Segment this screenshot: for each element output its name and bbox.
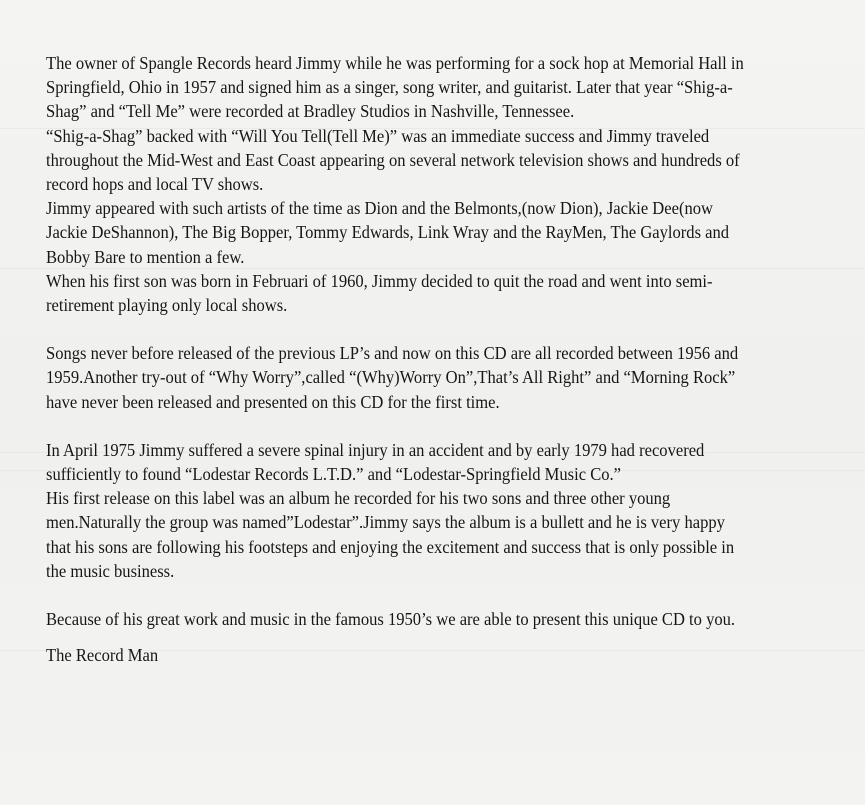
paragraph-artists (46, 196, 847, 269)
paragraph-gap (46, 583, 847, 607)
text-line: record hops and local TV shows. (46, 174, 264, 195)
text-line: that his sons are following his footsteps and enjoying the excitement and success that is only possible in (46, 536, 735, 557)
text-line: Bobby Bare to mention a few. (46, 246, 245, 267)
text-line: Songs never before released of the previous LP’s and now on this CD are all recorded between 1956 and (46, 343, 739, 364)
text-line: “Shig-a-Shag” backed with “Will You Tell(Tell Me)” was an immediate success and Jimmy traveled (46, 125, 710, 146)
text-line: Because of his great work and music in the famous 1950’s we are able to present this unique CD to you. (46, 609, 736, 630)
text-line: have never been released and presented on this CD for the first time. (46, 391, 500, 412)
paragraph-gap (46, 317, 847, 341)
text-line: The owner of Spangle Records heard Jimmy while he was performing for a sock hop at Memorial Hall in (46, 53, 744, 73)
signature: The Record Man (46, 645, 159, 666)
text-line: His first release on this label was an album he recorded for his two sons and three other young (46, 488, 671, 509)
text-line: retirement playing only local shows. (46, 295, 288, 316)
paragraph-first-son (46, 269, 847, 317)
text-line: Shag” and “Tell Me” were recorded at Bradley Studios in Nashville, Tennessee. (46, 101, 575, 122)
text-line: In April 1975 Jimmy suffered a severe spinal injury in an accident and by early 1979 had recovered (46, 439, 705, 460)
paragraph-shig-a-shag (46, 124, 847, 197)
text-line: Jackie DeShannon), The Big Bopper, Tommy Edwards, Link Wray and the RayMen, The Gaylords and (46, 222, 730, 243)
text-line: sufficiently to found “Lodestar Records L.T.D.” and “Lodestar-Springfield Music Co.” (46, 464, 622, 485)
signature-paragraph (46, 643, 847, 667)
text-line: Springfield, Ohio in 1957 and signed him as a singer, song writer, and guitarist. Later that year “Shig-a- (46, 77, 733, 98)
paragraph-closing (46, 607, 847, 631)
liner-notes-text (46, 51, 847, 667)
text-line: Jimmy appeared with such artists of the time as Dion and the Belmonts,(now Dion), Jackie Dee(now (46, 198, 713, 219)
text-line: throughout the Mid-West and East Coast appearing on several network television shows and hundreds of (46, 149, 740, 170)
paragraph-lodestar-album (46, 486, 847, 583)
paragraph-unreleased-songs (46, 341, 847, 414)
paragraph-spangle-records (46, 51, 847, 124)
paragraph-gap (46, 414, 847, 438)
text-line: 1959.Another try-out of “Why Worry”,called “(Why)Worry On”,That’s All Right” and “Morning Rock” (46, 367, 736, 388)
text-line: men.Naturally the group was named”Lodestar”.Jimmy says the album is a bullett and he is very happy (46, 512, 725, 533)
paragraph-lodestar-records (46, 438, 847, 486)
text-line: the music business. (46, 560, 175, 581)
text-line: When his first son was born in Februari of 1960, Jimmy decided to quit the road and went into semi- (46, 270, 713, 291)
